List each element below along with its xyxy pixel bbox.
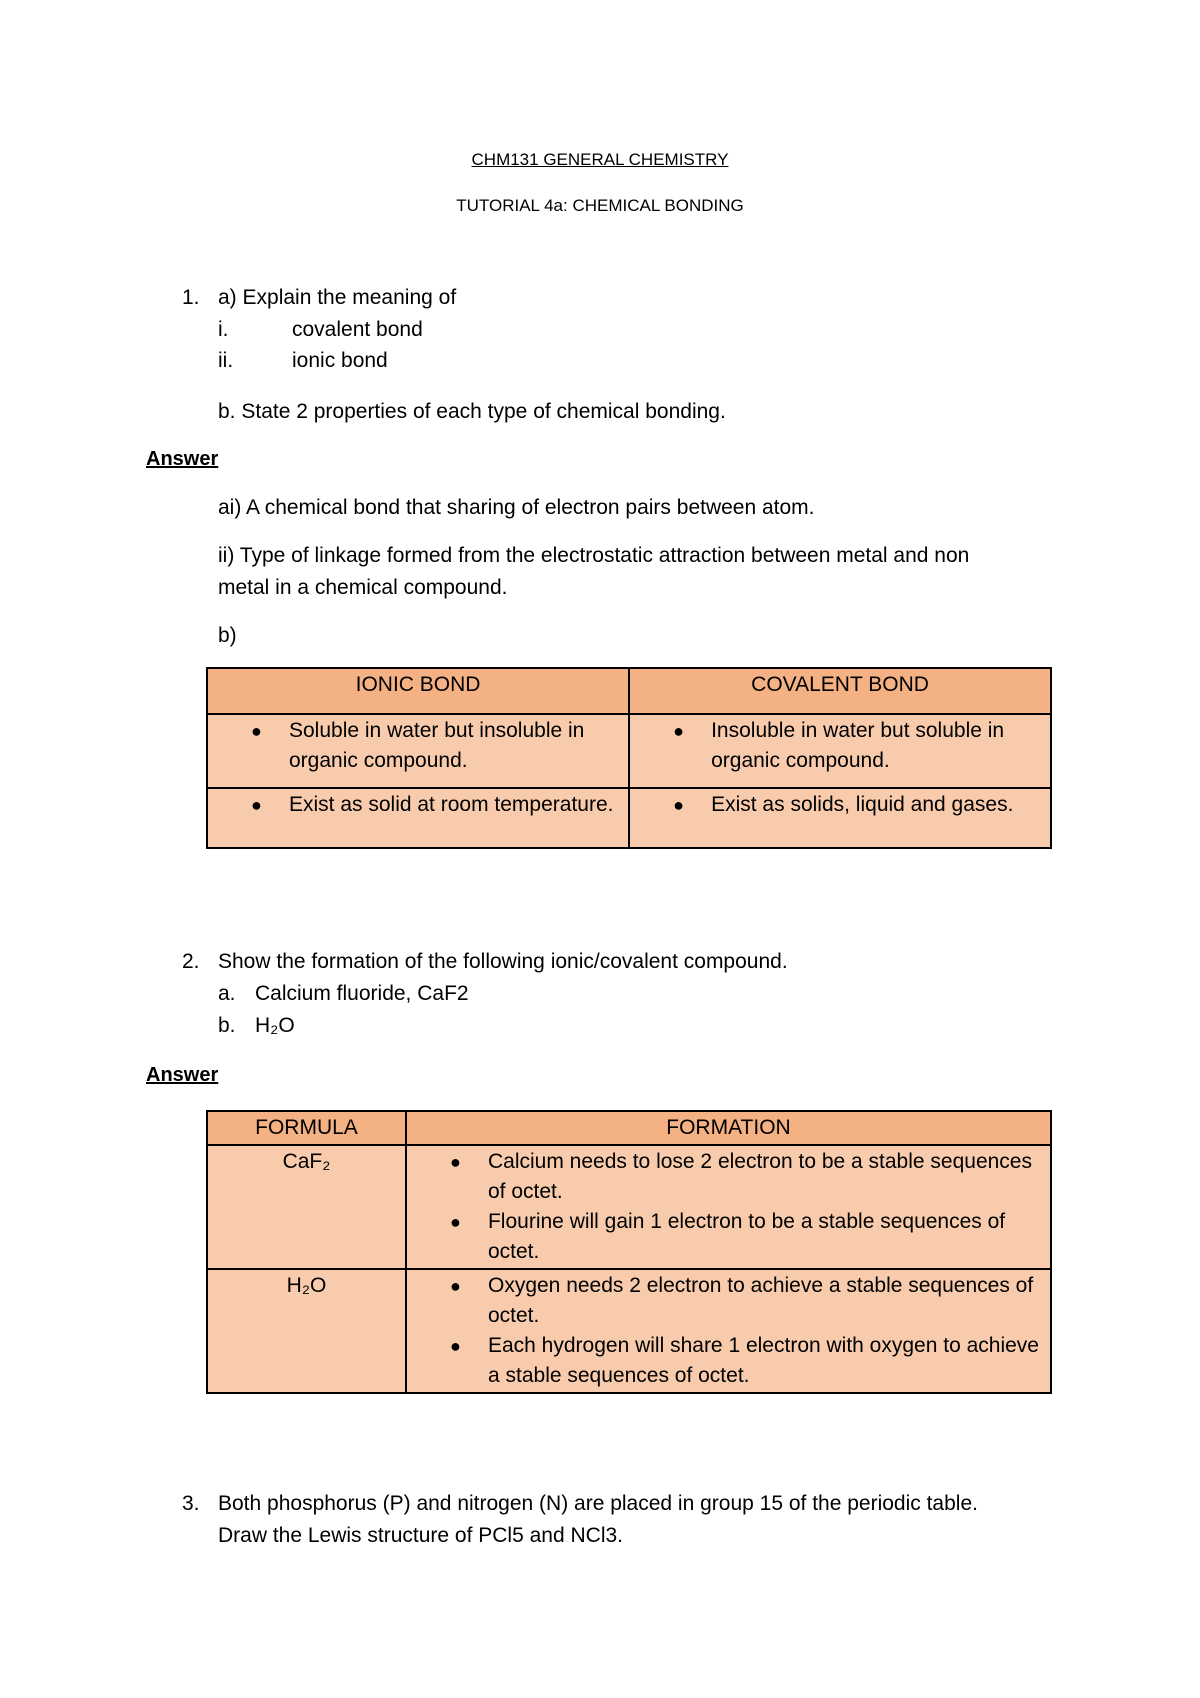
q2-answer-label: Answer (146, 1064, 219, 1086)
table-row (207, 714, 1051, 788)
table-cell (629, 714, 1051, 788)
table-cell (406, 1269, 1051, 1393)
ionic-property-1: Soluble in water but insoluble in organic compound. (289, 719, 585, 772)
q1-answer-ai: ai) A chemical bond that sharing of electron pairs between atom. (218, 496, 815, 519)
q1-part-a: a) Explain the meaning of (218, 286, 457, 309)
table-header-ionic: IONIC BOND (207, 668, 629, 714)
q1-answer-ii-line1: ii) Type of linkage formed from the electrostatic attraction between metal and non (218, 544, 970, 567)
bullet-icon: ● (673, 721, 684, 741)
q1-part-b: b. State 2 properties of each type of chemical bonding. (218, 400, 726, 423)
bullet-icon: ● (673, 795, 684, 815)
q3-line2: Draw the Lewis structure of PCl5 and NCl3. (218, 1524, 623, 1547)
bullet-icon: ● (251, 721, 262, 741)
q1-ii-text: ionic bond (292, 349, 388, 372)
q1-ii-number: ii. (218, 349, 234, 372)
q1-i-number: i. (218, 318, 229, 341)
q2-text: Show the formation of the following ionic/covalent compound. (218, 950, 788, 973)
q2-b-number: b. (218, 1014, 236, 1037)
table-cell (207, 714, 629, 788)
q2-number: 2. (182, 950, 200, 973)
formation-point: Each hydrogen will share 1 electron with oxygen to achieve a stable sequences of octet. (487, 1334, 1039, 1387)
q1-answer-label: Answer (146, 448, 219, 470)
ionic-property-2: Exist as solid at room temperature. (289, 793, 614, 816)
table-row (207, 1269, 1051, 1393)
bullet-icon: ● (251, 795, 262, 815)
q1-answer-b: b) (218, 624, 237, 647)
table-header-formation: FORMATION (406, 1111, 1051, 1145)
q2-a-text: Calcium fluoride, CaF2 (255, 982, 469, 1005)
bond-properties-table (206, 667, 1052, 849)
table-header-formula: FORMULA (207, 1111, 406, 1145)
table-row (207, 1145, 1051, 1269)
q2-b-text: H₂O (255, 1014, 295, 1037)
q3-line1: Both phosphorus (P) and nitrogen (N) are placed in group 15 of the periodic table. (218, 1492, 978, 1515)
table-header-covalent: COVALENT BOND (629, 668, 1051, 714)
bullet-icon: ● (449, 1276, 461, 1296)
q1-number: 1. (182, 286, 200, 309)
formula-cell: H₂O (207, 1269, 406, 1393)
bullet-icon: ● (449, 1336, 461, 1356)
table-row (207, 788, 1051, 848)
covalent-property-2: Exist as solids, liquid and gases. (711, 793, 1014, 816)
q1-i-text: covalent bond (292, 318, 423, 341)
formation-point: Flourine will gain 1 electron to be a stable sequences of octet. (487, 1210, 1006, 1263)
table-cell (629, 788, 1051, 848)
bullet-icon: ● (449, 1212, 461, 1232)
covalent-property-1: Insoluble in water but soluble in organic compound. (711, 719, 1005, 772)
table-cell (406, 1145, 1051, 1269)
course-title: CHM131 GENERAL CHEMISTRY (471, 150, 729, 169)
q2-a-number: a. (218, 982, 236, 1005)
formation-table (206, 1110, 1052, 1394)
formation-point: Oxygen needs 2 electron to achieve a stable sequences of octet. (487, 1274, 1034, 1327)
q3-number: 3. (182, 1492, 200, 1515)
tutorial-title: TUTORIAL 4a: CHEMICAL BONDING (456, 196, 744, 215)
bullet-icon: ● (449, 1152, 461, 1172)
formula-cell: CaF₂ (207, 1145, 406, 1269)
table-cell (207, 788, 629, 848)
q1-answer-ii-line2: metal in a chemical compound. (218, 576, 508, 599)
formation-point: Calcium needs to lose 2 electron to be a stable sequences of octet. (487, 1150, 1032, 1203)
